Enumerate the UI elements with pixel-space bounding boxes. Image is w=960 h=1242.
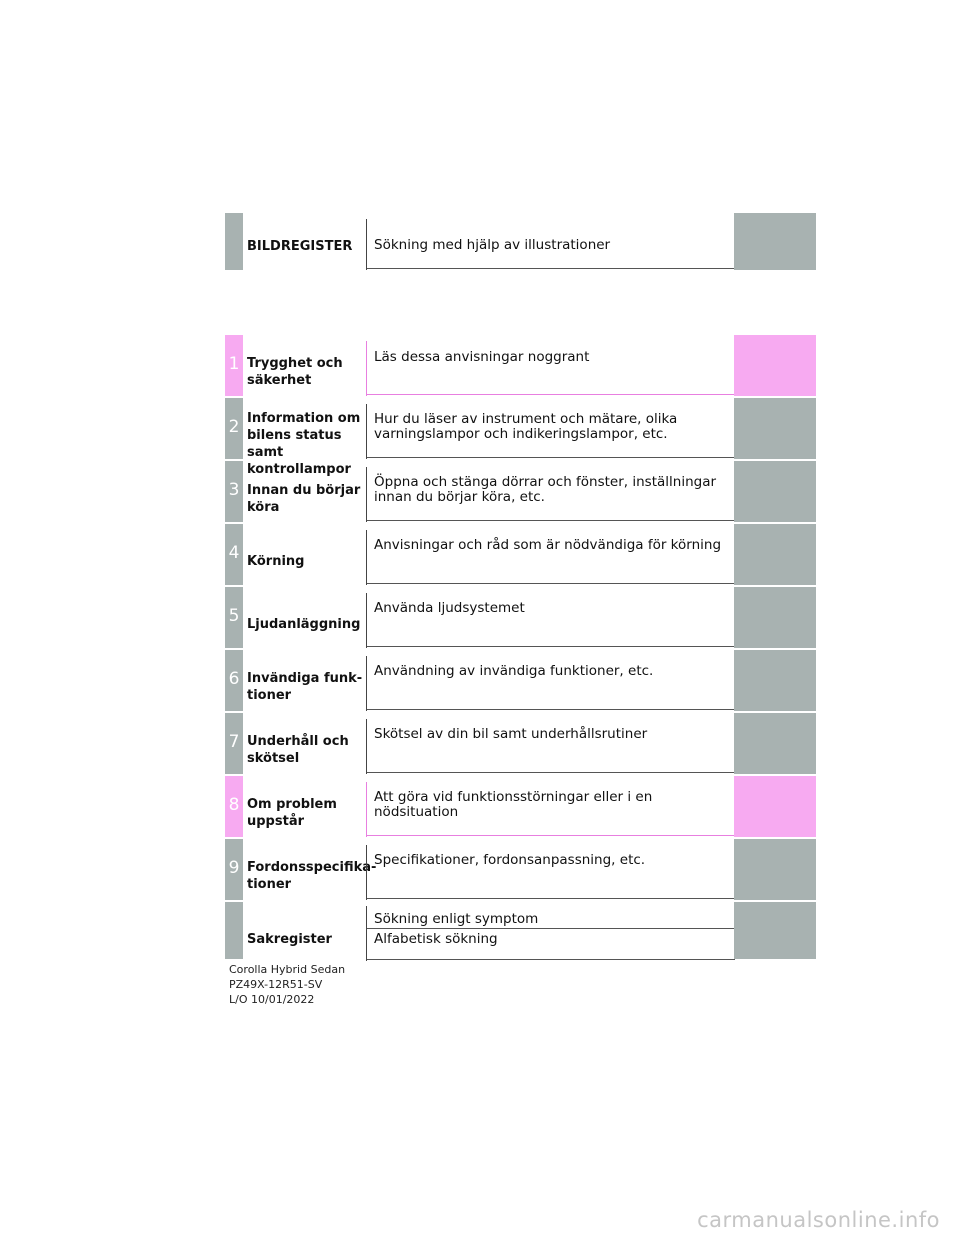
chapter-title: Invändiga funk-tioner — [247, 671, 363, 703]
chapter-row-6[interactable] — [225, 650, 816, 711]
divider — [367, 583, 735, 584]
picture-index-description: Sökning med hjälp av illustrationer — [374, 237, 611, 253]
chapter-title: Körning — [247, 554, 305, 569]
chapter-title: Innan du börjar köra — [247, 483, 361, 515]
footer-part-number: PZ49X-12R51-SV — [229, 978, 323, 991]
chapter-tab-5[interactable] — [734, 587, 816, 648]
divider — [367, 898, 735, 899]
divider — [367, 268, 735, 269]
chapter-row-7[interactable] — [225, 713, 816, 774]
chapter-tab-6[interactable] — [734, 650, 816, 711]
chapter-description-box — [366, 404, 735, 459]
footer — [229, 962, 345, 1007]
chapter-row-1[interactable] — [225, 335, 816, 396]
picture-index-marker — [225, 213, 243, 270]
chapter-description: Anvisningar och råd som är nödvändiga för körning — [374, 537, 722, 553]
picture-index-tab[interactable] — [734, 213, 816, 270]
chapter-tab-4[interactable] — [734, 524, 816, 585]
chapter-tab-2[interactable] — [734, 398, 816, 459]
chapter-title: Underhåll och skötsel — [247, 734, 349, 766]
index-title: Sakregister — [247, 932, 332, 947]
chapter-title: Ljudanläggning — [247, 617, 361, 632]
chapter-tab-8[interactable] — [734, 776, 816, 837]
chapter-number-marker: 7 — [225, 713, 243, 774]
chapter-title: Information om bilens status samt kontrollampor — [247, 411, 361, 477]
chapter-description-box — [366, 593, 735, 648]
picture-index-description-box — [366, 219, 735, 270]
divider — [367, 709, 735, 710]
symptom-search-link[interactable]: Sökning enligt symptom — [374, 911, 539, 927]
chapter-tab-9[interactable] — [734, 839, 816, 900]
chapter-number-marker: 9 — [225, 839, 243, 900]
chapter-description-box — [366, 782, 735, 837]
chapter-tab-7[interactable] — [734, 713, 816, 774]
divider — [367, 928, 735, 929]
chapter-tab-1[interactable] — [734, 335, 816, 396]
divider — [367, 772, 735, 773]
chapter-description-box — [366, 341, 735, 396]
chapter-tab-3[interactable] — [734, 461, 816, 522]
chapter-description: Läs dessa anvisningar noggrant — [374, 349, 590, 365]
chapter-description-box — [366, 719, 735, 774]
divider — [367, 394, 735, 395]
chapter-row-8[interactable] — [225, 776, 816, 837]
chapter-number-marker: 4 — [225, 524, 243, 585]
divider — [367, 959, 735, 960]
index-description-box — [366, 906, 735, 961]
chapter-description: Hur du läser av instrument och mätare, olika varningslampor och indikeringslampor, etc. — [374, 411, 678, 442]
chapter-title: Om problem uppstår — [247, 797, 337, 829]
chapter-description: Att göra vid funktionsstörningar eller i en nödsituation — [374, 789, 653, 820]
chapter-number-marker: 1 — [225, 335, 243, 396]
chapter-row-2[interactable] — [225, 398, 816, 477]
watermark: carmanualsonline.info — [697, 1208, 940, 1232]
divider — [367, 646, 735, 647]
chapter-row-5[interactable] — [225, 587, 816, 648]
chapter-title: Fordonsspecifika-tioner — [247, 860, 377, 892]
alphabetical-search-link[interactable]: Alfabetisk sökning — [374, 931, 498, 947]
divider — [367, 520, 735, 521]
picture-index-title: BILDREGISTER — [247, 239, 353, 254]
footer-layout-date: L/O 10/01/2022 — [229, 993, 315, 1006]
chapter-row-9[interactable] — [225, 839, 816, 900]
chapter-number-marker: 3 — [225, 461, 243, 522]
footer-model: Corolla Hybrid Sedan — [229, 963, 346, 976]
chapter-description-box — [366, 845, 735, 900]
chapter-row-3[interactable] — [225, 461, 816, 522]
chapter-description: Specifikationer, fordonsanpassning, etc. — [374, 852, 646, 868]
divider — [367, 835, 735, 836]
chapter-row-4[interactable] — [225, 524, 816, 585]
chapter-number-marker: 6 — [225, 650, 243, 711]
index-marker — [225, 902, 243, 959]
chapter-number-marker: 2 — [225, 398, 243, 459]
chapter-description: Använda ljudsystemet — [374, 600, 525, 616]
chapter-description: Skötsel av din bil samt underhållsrutiner — [374, 726, 648, 742]
chapter-title: Trygghet och säkerhet — [247, 356, 343, 388]
chapter-description-box — [366, 530, 735, 585]
picture-index-row[interactable] — [225, 213, 816, 270]
index-tab[interactable] — [734, 902, 816, 959]
chapter-description: Öppna och stänga dörrar och fönster, inställningar innan du börjar köra, etc. — [374, 474, 717, 505]
chapter-description-box — [366, 656, 735, 711]
chapter-description: Användning av invändiga funktioner, etc. — [374, 663, 654, 679]
chapter-number-marker: 5 — [225, 587, 243, 648]
index-row[interactable] — [225, 902, 816, 959]
chapter-description-box — [366, 467, 735, 522]
divider — [367, 457, 735, 458]
chapter-number-marker: 8 — [225, 776, 243, 837]
